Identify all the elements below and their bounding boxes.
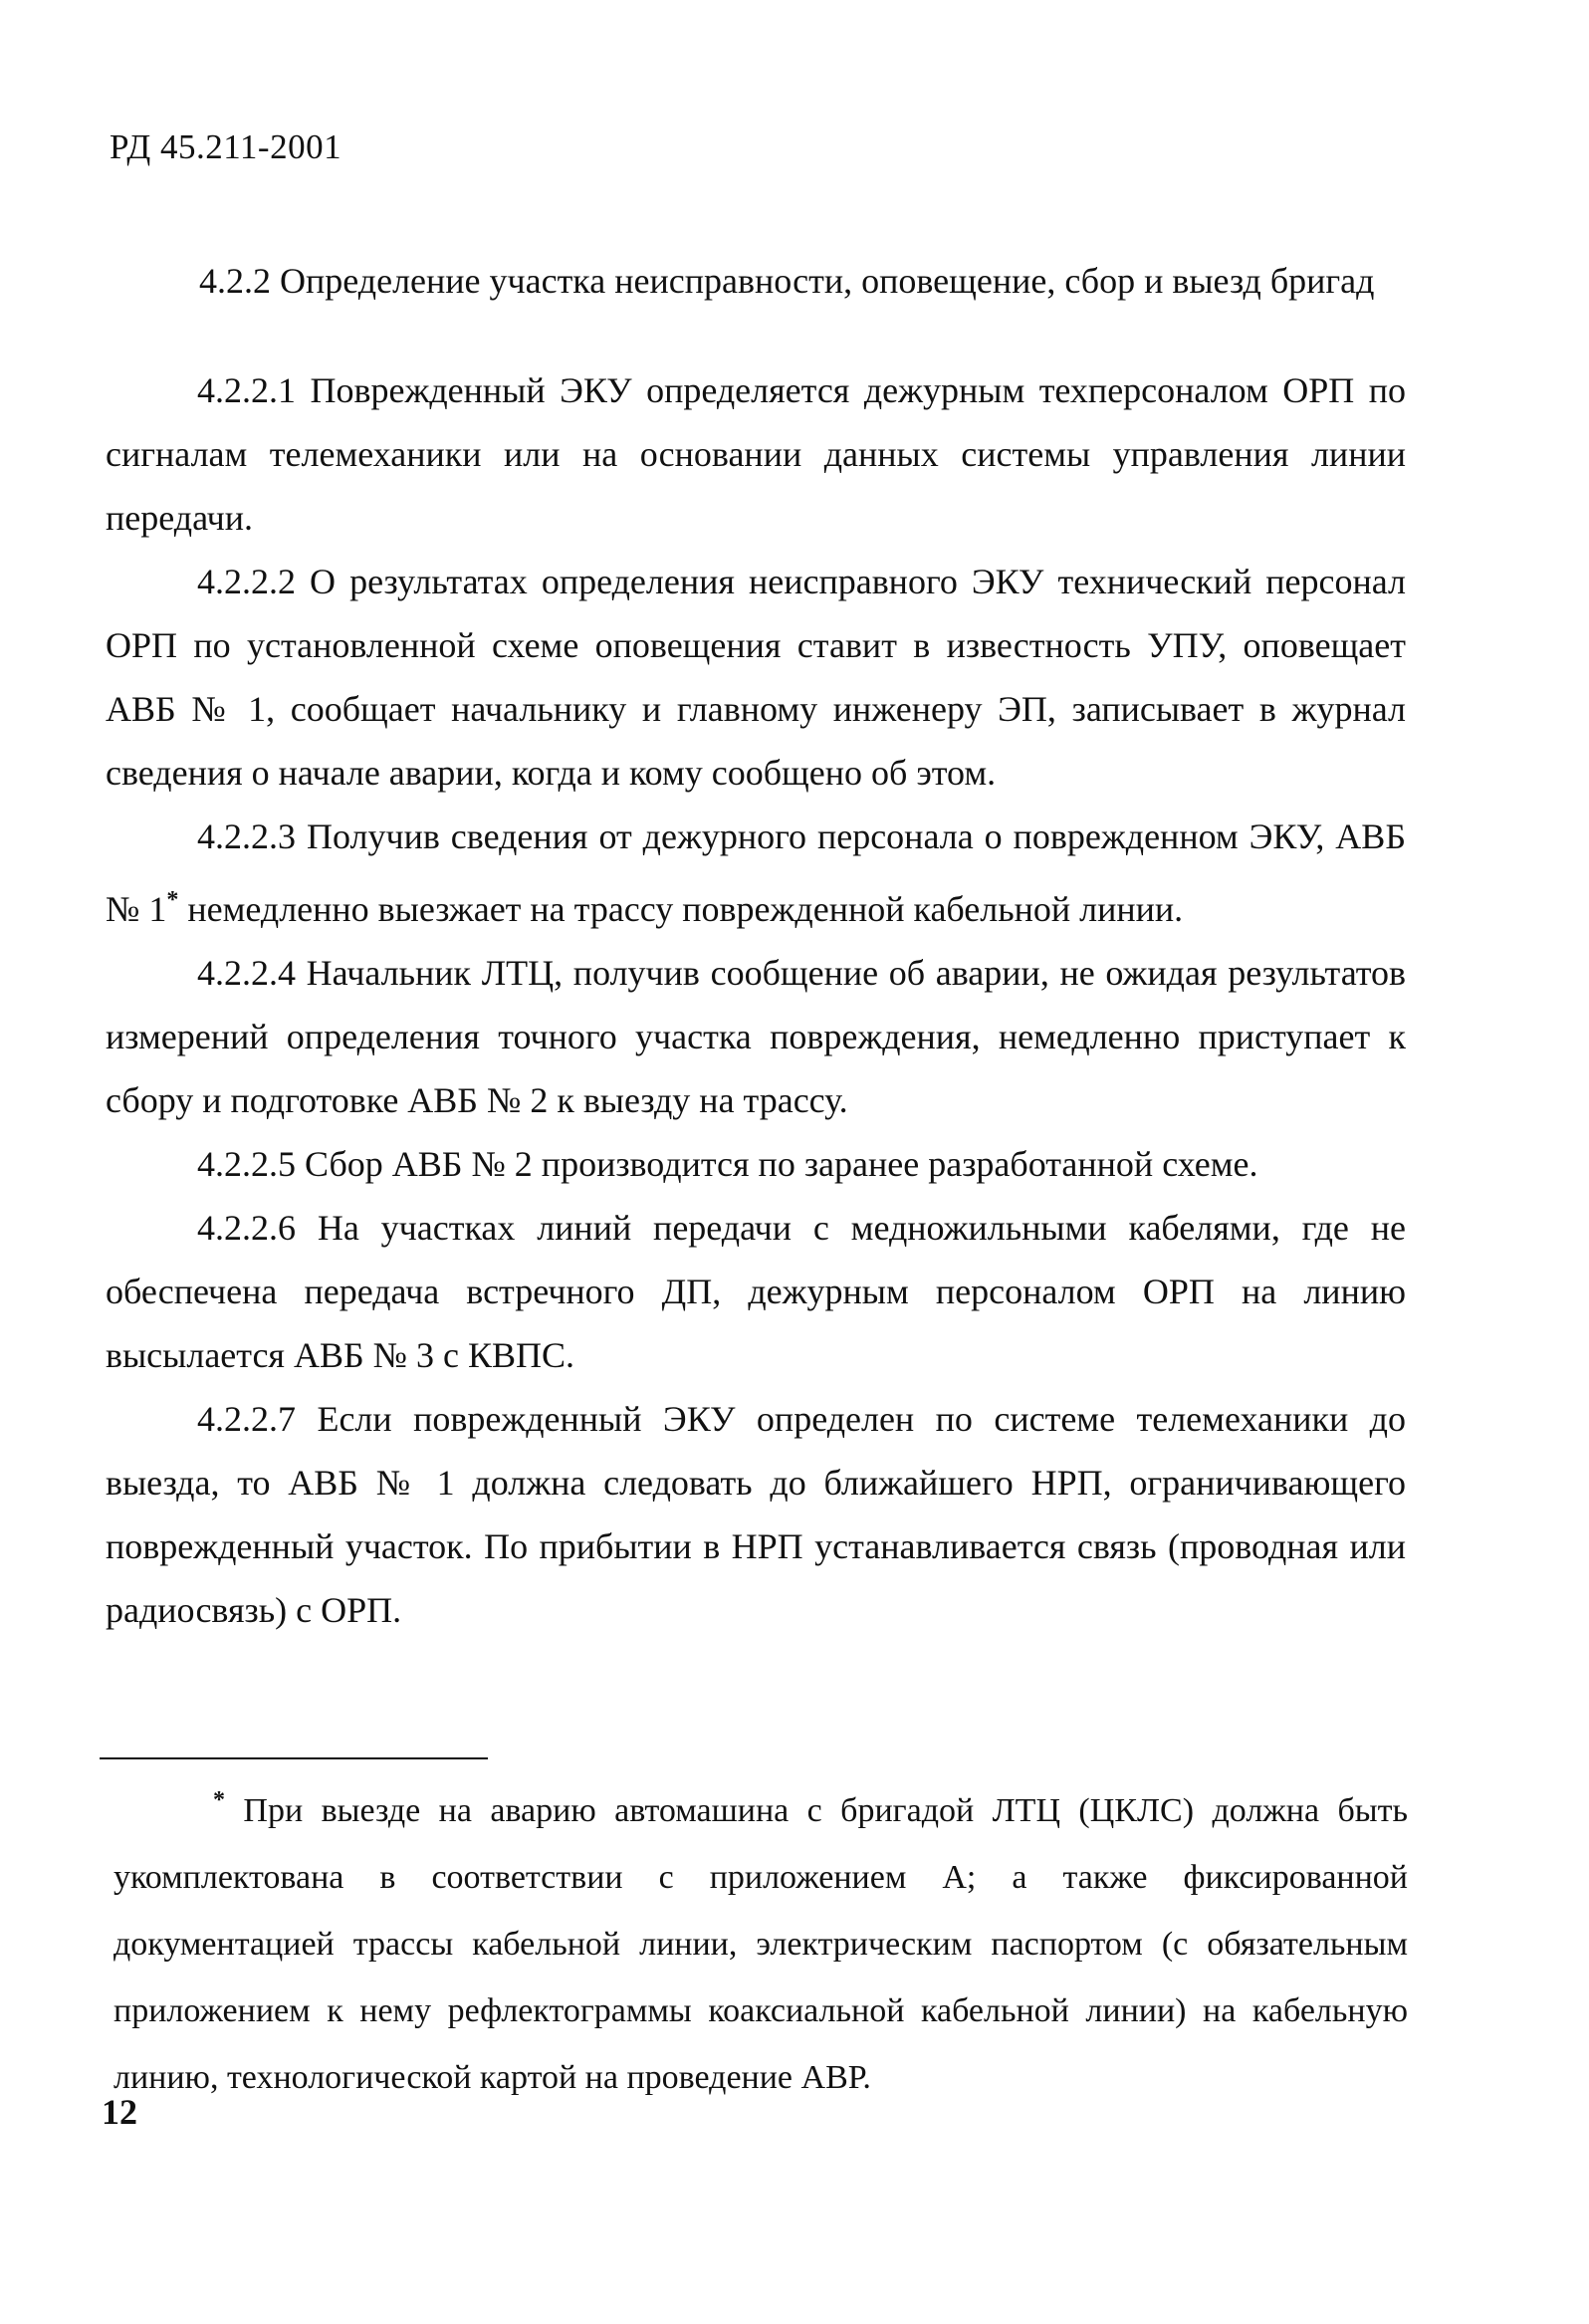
paragraph-4-2-2-5: 4.2.2.5 Сбор АВБ № 2 производится по заранее разработанной схеме. xyxy=(197,1144,1258,1184)
paragraph-4-2-2-3-end: немедленно выезжает на трассу поврежденной кабельной линии. xyxy=(178,889,1184,929)
footnote-divider xyxy=(100,1757,488,1759)
section-title: 4.2.2 Определение участка неисправности, оповещение, сбор и выезд бригад xyxy=(199,261,1375,301)
footnote-text xyxy=(114,1767,1408,2111)
paragraph-4-2-2-4: 4.2.2.4 Начальник ЛТЦ, получив сообщение об аварии, не ожидая результатов измерений определения точного участка повреждения, немедленно приступает к сбору и подготовке АВБ № 2 к выезду на трассу. xyxy=(106,953,1406,1120)
paragraph-4-2-2-3-start: 4.2.2.3 Получив сведения от дежурного персонала о поврежденном ЭКУ, АВБ № 1 xyxy=(106,816,1406,929)
footnote xyxy=(114,1767,1408,2111)
paragraph-4-2-2-2: 4.2.2.2 О результатах определения неисправного ЭКУ технический персонал ОРП по установленной схеме оповещения ставит в известность УПУ, оповещает АВБ № 1, сообщает начальнику и главному инженеру ЭП, записывает в журнал сведения о начале аварии, когда и кому сообщено об этом. xyxy=(106,562,1406,793)
paragraph-4-2-2-3 xyxy=(106,805,1406,941)
footnote-mark: * xyxy=(213,1787,225,1813)
document-header: РД 45.211-2001 xyxy=(110,127,342,166)
page-number: 12 xyxy=(102,2092,137,2132)
document-body xyxy=(106,358,1406,1642)
footnote-body: При выезде на аварию автомашина с бригадой ЛТЦ (ЦКЛС) должна быть укомплектована в соответствии с приложением А; а также фиксированной документацией трассы кабельной линии, электрическим паспортом (с обязательным приложением к нему рефлектограммы коаксиальной кабельной линии) на кабельную линию, технологической картой на проведение АВР. xyxy=(114,1792,1408,2096)
paragraph-4-2-2-7: 4.2.2.7 Если поврежденный ЭКУ определен по системе телемеханики до выезда, то АВБ № 1 должна следовать до ближайшего НРП, ограничивающего поврежденный участок. По прибытии в НРП устанавливается связь (проводная или радиосвязь) с ОРП. xyxy=(106,1399,1406,1630)
paragraph-4-2-2-6: 4.2.2.6 На участках линий передачи с медножильными кабелями, где не обеспечена передача встречного ДП, дежурным персоналом ОРП на линию высылается АВБ № 3 с КВПС. xyxy=(106,1208,1406,1375)
paragraph-4-2-2-1: 4.2.2.1 Поврежденный ЭКУ определяется дежурным техперсоналом ОРП по сигналам телемеханики или на основании данных системы управления линии передачи. xyxy=(106,370,1406,538)
footnote-reference-mark: * xyxy=(166,887,179,913)
